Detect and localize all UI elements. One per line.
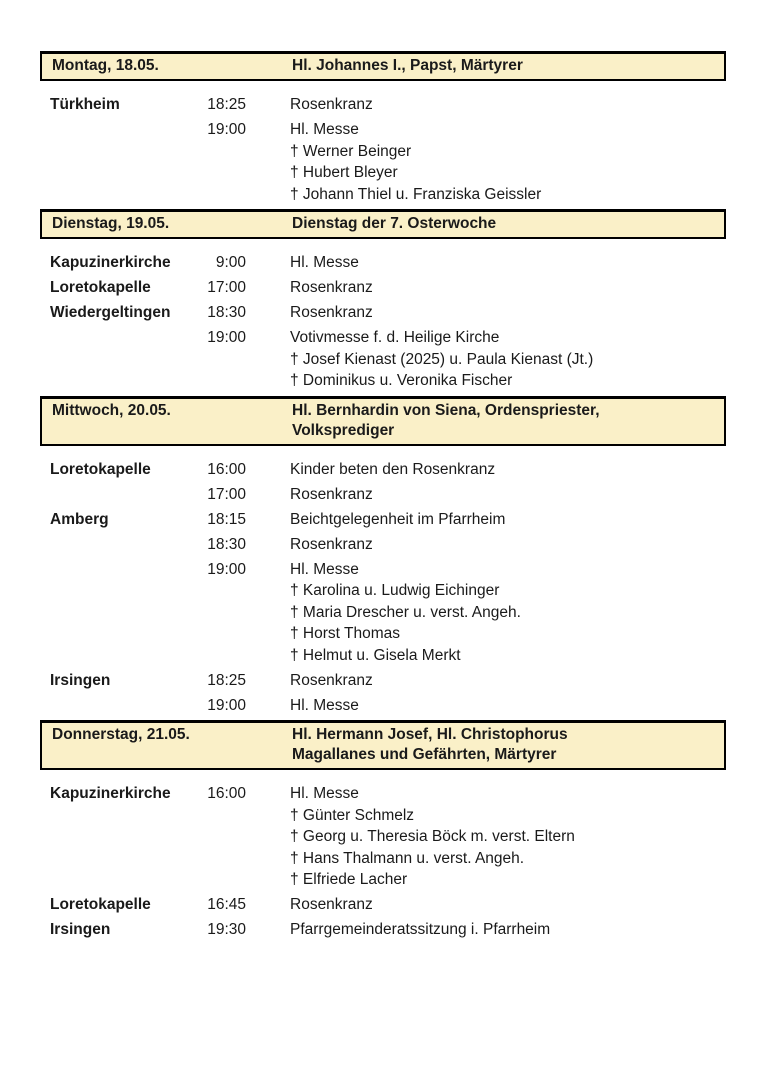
day-header-bar xyxy=(40,396,726,446)
description-line: Rosenkranz xyxy=(290,896,373,913)
event-description xyxy=(246,252,726,274)
day-rows xyxy=(40,459,726,717)
intention-line: † Hubert Bleyer xyxy=(290,164,398,181)
description-line: Votivmesse f. d. Heilige Kirche xyxy=(290,329,500,346)
description-line: Hl. Messe xyxy=(290,121,359,138)
event-description xyxy=(246,670,726,692)
schedule-row xyxy=(40,484,726,506)
schedule-row xyxy=(40,327,726,392)
time-label: 18:25 xyxy=(207,671,246,689)
time-label: 17:00 xyxy=(207,279,246,296)
location-label: Loretokapelle xyxy=(50,460,151,478)
description-line: Rosenkranz xyxy=(290,671,373,689)
location-label: Irsingen xyxy=(50,921,111,938)
schedule-row xyxy=(40,534,726,556)
day-section xyxy=(40,51,726,205)
time-label: 19:30 xyxy=(207,921,246,938)
description-line: Hl. Messe xyxy=(290,785,359,802)
event-description xyxy=(246,94,726,116)
intention-line: † Hans Thalmann u. verst. Angeh. xyxy=(290,849,525,867)
intention-line: † Georg u. Theresia Böck m. verst. Eltern xyxy=(290,828,575,845)
intention-line: † Werner Beinger xyxy=(290,142,412,160)
location-label: Loretokapelle xyxy=(50,279,151,296)
time-label: 18:15 xyxy=(207,510,246,528)
description-line: Rosenkranz xyxy=(290,304,373,321)
event-description xyxy=(246,695,726,717)
time-label: 17:00 xyxy=(207,485,246,503)
time-label: 18:30 xyxy=(207,535,246,553)
location-label: Türkheim xyxy=(50,96,120,113)
schedule-row xyxy=(40,919,726,941)
schedule-row xyxy=(40,695,726,717)
day-rows xyxy=(40,94,726,205)
description-line: Rosenkranz xyxy=(290,485,373,503)
intention-line: † Horst Thomas xyxy=(290,625,400,642)
location-label xyxy=(50,484,200,506)
schedule-row xyxy=(40,894,726,916)
location-label: Kapuzinerkirche xyxy=(50,785,171,802)
time-label: 16:45 xyxy=(207,896,246,913)
intention-line: † Dominikus u. Veronika Fischer xyxy=(290,372,513,389)
day-rows xyxy=(40,783,726,941)
location-label: Kapuzinerkirche xyxy=(50,254,171,271)
schedule-row xyxy=(40,252,726,274)
schedule-row xyxy=(40,559,726,667)
event-description xyxy=(246,783,726,891)
day-date: Donnerstag, 21.05. xyxy=(52,726,190,743)
day-date: Montag, 18.05. xyxy=(52,57,159,74)
description-line: Rosenkranz xyxy=(290,279,373,296)
day-title xyxy=(292,725,714,765)
description-line: Kinder beten den Rosenkranz xyxy=(290,460,496,478)
event-description xyxy=(246,277,726,299)
day-title-line: Hl. Bernhardin von Siena, Ordenspriester, xyxy=(292,401,600,419)
intention-line: † Josef Kienast (2025) u. Paula Kienast (Jt.) xyxy=(290,350,594,368)
day-title-line: Hl. Hermann Josef, Hl. Christophorus xyxy=(292,726,568,743)
event-description xyxy=(246,459,726,481)
day-header-bar xyxy=(40,51,726,81)
location-label: Irsingen xyxy=(50,671,111,689)
day-title-line: Hl. Johannes I., Papst, Märtyrer xyxy=(292,57,523,74)
location-label xyxy=(50,695,200,717)
day-title-line: Volksprediger xyxy=(292,421,395,439)
description-line: Hl. Messe xyxy=(290,560,359,578)
day-title-line: Dienstag der 7. Osterwoche xyxy=(292,215,497,232)
intention-line: † Elfriede Lacher xyxy=(290,871,408,888)
day-date: Dienstag, 19.05. xyxy=(52,215,170,232)
time-label: 18:30 xyxy=(207,304,246,321)
day-header-bar xyxy=(40,720,726,770)
schedule-row xyxy=(40,94,726,116)
event-description xyxy=(246,119,726,205)
location-label xyxy=(50,559,200,667)
event-description xyxy=(246,534,726,556)
intention-line: † Johann Thiel u. Franziska Geissler xyxy=(290,185,542,203)
description-line: Hl. Messe xyxy=(290,696,359,714)
schedule-row xyxy=(40,670,726,692)
intention-line: † Günter Schmelz xyxy=(290,806,415,824)
time-label: 16:00 xyxy=(207,785,246,802)
day-title xyxy=(292,56,714,76)
schedule-row xyxy=(40,119,726,205)
time-label: 19:00 xyxy=(207,121,246,138)
intention-line: † Maria Drescher u. verst. Angeh. xyxy=(290,603,521,621)
day-section xyxy=(40,720,726,941)
schedule-row xyxy=(40,302,726,324)
day-header-bar xyxy=(40,209,726,239)
event-description xyxy=(246,327,726,392)
intention-line: † Helmut u. Gisela Merkt xyxy=(290,646,461,664)
time-label: 9:00 xyxy=(215,254,246,271)
description-line: Hl. Messe xyxy=(290,254,359,271)
event-description xyxy=(246,509,726,531)
day-section xyxy=(40,396,726,717)
description-line: Rosenkranz xyxy=(290,96,373,113)
time-label: 19:00 xyxy=(207,560,246,578)
day-title-line: Magallanes und Gefährten, Märtyrer xyxy=(292,746,557,763)
event-description xyxy=(246,559,726,667)
location-label xyxy=(50,327,200,392)
schedule-row xyxy=(40,277,726,299)
schedule-row xyxy=(40,783,726,891)
day-title xyxy=(292,214,714,234)
day-date: Mittwoch, 20.05. xyxy=(52,401,171,419)
location-label xyxy=(50,534,200,556)
location-label: Amberg xyxy=(50,510,109,528)
day-rows xyxy=(40,252,726,392)
event-description xyxy=(246,484,726,506)
location-label: Wiedergeltingen xyxy=(50,304,171,321)
time-label: 16:00 xyxy=(207,460,246,478)
event-description xyxy=(246,302,726,324)
time-label: 19:00 xyxy=(207,329,246,346)
intention-line: † Karolina u. Ludwig Eichinger xyxy=(290,582,500,599)
day-title xyxy=(292,401,714,441)
schedule-row xyxy=(40,509,726,531)
location-label xyxy=(50,119,200,205)
schedule-row xyxy=(40,459,726,481)
day-section xyxy=(40,209,726,392)
location-label: Loretokapelle xyxy=(50,896,151,913)
description-line: Rosenkranz xyxy=(290,535,373,553)
mass-schedule xyxy=(40,51,726,945)
description-line: Beichtgelegenheit im Pfarrheim xyxy=(290,510,506,528)
event-description xyxy=(246,919,726,941)
time-label: 18:25 xyxy=(207,96,246,113)
event-description xyxy=(246,894,726,916)
description-line: Pfarrgemeinderatssitzung i. Pfarrheim xyxy=(290,921,551,938)
time-label: 19:00 xyxy=(207,696,246,714)
